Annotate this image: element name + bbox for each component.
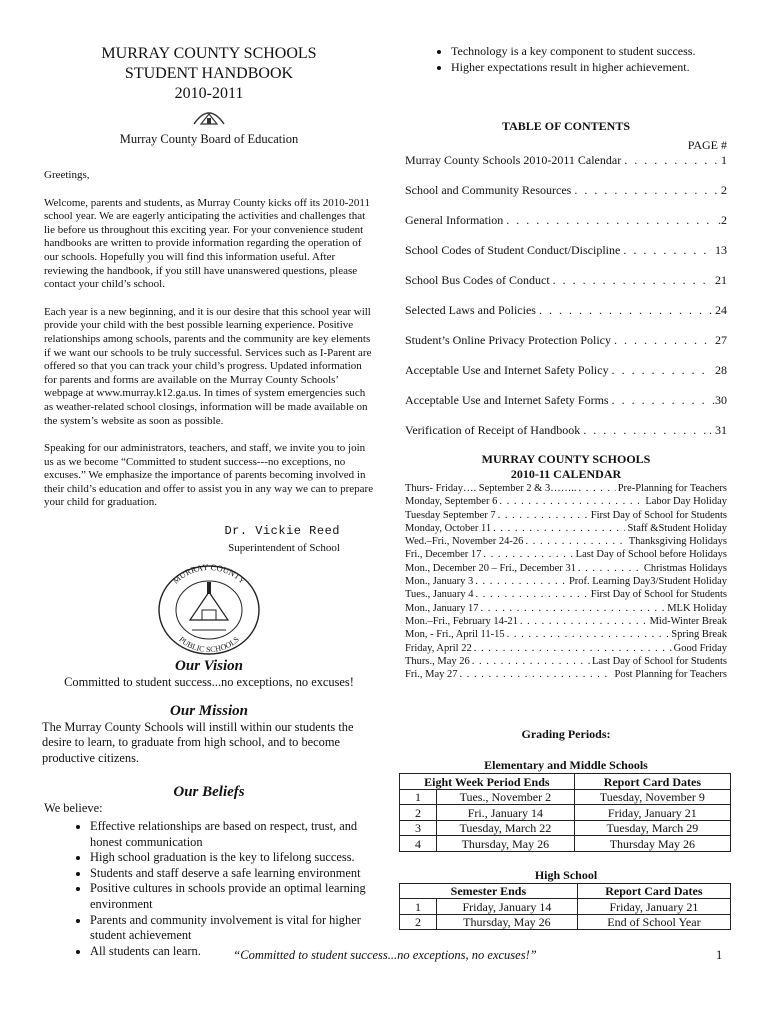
period-end: Tuesday, March 22 [437,820,575,836]
list-item: • Parents and community involvement is vital for higher student achievement [90,913,374,944]
calendar-date: Fri., December 17 [405,549,482,561]
beliefs-list [44,819,374,959]
toc-leader [612,393,709,408]
greeting: Greetings, [44,169,90,181]
period-number: 1 [400,789,437,805]
calendar-leader [578,482,615,495]
list-item: • Effective relationships are based on respect, trust, and honest communication [90,819,374,850]
mission-text: The Murray County Schools will instill within our students the desire to learn, to graduate from high school, and to become productive citizens. [42,719,354,765]
list-item: • Higher expectations result in higher achievement. [451,60,727,76]
toc-entry-label: Acceptable Use and Internet Safety Policy [405,363,609,377]
vision-text: Committed to student success...no exceptions, no excuses! [64,675,354,690]
report-date: Tuesday, March 29 [574,820,730,836]
page-number: 1 [716,948,723,962]
calendar-row [405,655,727,668]
toc-leader [612,363,712,378]
calendar-event: Post Planning for Teachers [614,669,727,681]
calendar-row [405,588,727,601]
toc-entry [405,183,727,198]
toc-entry-page: . 31 [709,423,727,437]
toc-title: TABLE OF CONTENTS [501,119,631,133]
school-seal-icon [154,560,264,656]
signature-name: Dr. Vickie Reed [224,524,340,539]
column-header: Eight Week Period Ends [400,774,575,790]
toc-leader [506,213,715,228]
calendar-event: Prof. Learning Day3/Student Holiday [568,576,727,588]
board-name: Murray County Board of Education [119,132,299,146]
table-row [400,820,731,836]
period-end: Fri., January 14 [437,805,575,821]
table-row [400,789,731,805]
table-header-row [400,883,731,899]
calendar-leader [507,628,670,641]
calendar-row [405,548,727,561]
table-of-contents [405,153,727,438]
calendar-leader [483,548,573,561]
left-column [44,44,374,959]
calendar-date: Mon., January 17 [405,602,479,614]
period-end: Thursday, May 26 [437,836,575,852]
calendar-date: Monday, September 6 [405,496,498,508]
calendar-date: Fri., May 27 [405,669,458,681]
list-item: • Technology is a key component to student success. [451,44,727,60]
report-date: Tuesday, November 9 [574,789,730,805]
toc-entry-page: .30 [712,393,727,407]
report-date: Thursday May 26 [574,836,730,852]
period-number: 3 [400,820,437,836]
calendar-event: Staff &Student Holiday [627,522,727,534]
calendar-event: Pre-Planning for Teachers [617,483,727,494]
toc-leader [553,273,712,288]
calendar-row [405,615,727,628]
toc-entry [405,423,727,438]
calendar-title [405,452,727,482]
toc-entry-page: 2 [721,183,727,197]
seal-text-bottom: PUBLIC SCHOOLS [177,634,241,655]
toc-entry-label: Student’s Online Privacy Protection Policy [405,333,611,347]
calendar-event: Thanksgiving Holidays [628,536,727,548]
calendar-event: Spring Break [671,629,727,641]
toc-leader [583,423,706,438]
toc-entry-label: School Bus Codes of Conduct [405,273,550,287]
toc-page-label: PAGE # [687,138,727,152]
calendar-event: Good Friday [673,642,727,654]
calendar-row [405,522,727,535]
period-number: 4 [400,836,437,852]
table-row [400,805,731,821]
vision-heading: Our Vision [175,658,243,675]
calendar-leader [498,509,589,522]
report-date: Friday, January 21 [574,805,730,821]
calendar-leader [472,655,590,668]
toc-entry [405,273,727,288]
calendar-event: First Day of School for Students [590,589,727,601]
table-row [400,914,731,930]
elementary-title: Elementary and Middle Schools [484,758,648,773]
calendar-date: Mon., December 20 – Fri., December 31 [405,562,576,574]
toc-entry [405,303,727,318]
calendar-leader [493,522,625,535]
calendar-title-line: MURRAY COUNTY SCHOOLS [481,452,651,466]
calendar-event: Last Day of School before Holidays [575,549,727,561]
right-column [405,44,727,930]
calendar-date: Thurs- Friday…. September 2 & 3…….. [405,483,577,494]
calendar-row [405,495,727,508]
grading-title: Grading Periods: [521,727,611,742]
toc-entry-page: 24 [715,303,727,317]
svg-text:PUBLIC SCHOOLS [177,635,241,654]
toc-entry [405,213,727,228]
toc-entry [405,243,727,258]
calendar-row [405,602,727,615]
title-line: STUDENT HANDBOOK [124,65,294,82]
calendar-date: Thurs., May 26 [405,655,470,667]
period-number: 2 [400,914,437,930]
period-end: Thursday, May 26 [437,914,578,930]
calendar-leader [525,535,626,548]
signature-block [44,524,374,554]
letter-paragraph: Speaking for our administrators, teachers, and staff, we invite you to join us as we become “Committed to student success---no exceptions, no excuses.” We emphasize the importance of parents becoming involved in their child’s education and offer to assist you in any way we can to prepare your child for graduation. [44,442,374,509]
report-date: End of School Year [577,914,730,930]
handbook-title [44,44,374,104]
calendar-date: Tuesday September 7 [405,509,496,521]
toc-entry-page: .2 [718,213,727,227]
signature-role: Superintendent of School [228,542,340,555]
toc-entry [405,393,727,408]
period-end: Tues., November 2 [437,789,575,805]
column-header: Semester Ends [400,883,578,899]
calendar-leader [460,668,613,681]
table-row [400,899,731,915]
beliefs-heading: Our Beliefs [173,784,245,801]
high-school-grading-table [399,883,731,931]
title-line: 2010-2011 [174,85,244,102]
calendar-row [405,642,727,655]
toc-entry-label: Murray County Schools 2010-2011 Calendar [405,153,622,167]
toc-leader [624,153,718,168]
calendar-date: Friday, April 22 [405,642,472,654]
letter-paragraph: Welcome, parents and students, as Murray County kicks off its 2010-2011 school year. We are eagerly anticipating the activities and challenges that lie before us throughout this exciting year. For your convenience student handbooks are written to provide information regarding the operation of our schools. Hopefully you will find this information useful. After reviewing the handbook, if you still have unanswered questions, please contact your child’s school. [44,196,371,291]
toc-leader [539,303,712,318]
calendar-date: Monday, October 11 [405,522,492,534]
seal-text-top: MURRAY COUNTY [170,562,248,586]
calendar-row [405,628,727,641]
beliefs-intro: We believe: [44,801,103,816]
letter-paragraph: Each year is a new beginning, and it is our desire that this school year will provide your child with the best possible learning experience. Positive relationships among schools, parents and the community are key elements if we want our schools to be truly successful. Services such as I-Parent are offered so that you can track your child’s progress. Updated information for parents and forms are available on the Murray County Schools’ webpage at www.murray.k12.ga.us. In times of system emergencies such as weather-related school closings, information will be made available on the system’s website as soon as possible. [44,305,372,427]
calendar-event: MLK Holiday [667,602,727,614]
list-item: • Positive cultures in schools provide an optimal learning environment [90,881,374,912]
toc-entry-page: 1 [721,153,727,167]
calendar-date: Wed.–Fri., November 24-26 [405,536,524,548]
calendar-leader [474,642,672,655]
calendar-event: Last Day of School for Students [591,655,727,667]
calendar-row [405,535,727,548]
calendar-row [405,562,727,575]
list-item: • Students and staff deserve a safe learning environment [90,866,374,882]
toc-entry-page: 28 [715,363,727,377]
calendar-row [405,668,727,681]
calendar-event: Labor Day Holiday [645,496,727,508]
toc-entry-label: Selected Laws and Policies [405,303,536,317]
calendar-date: Mon., January 3 [405,576,474,588]
calendar-row [405,575,727,588]
footer-motto: “Committed to student success...no exceptions, no excuses!” [233,948,537,962]
toc-entry [405,363,727,378]
calendar-event: Mid-Winter Break [649,615,727,627]
calendar-list [405,482,727,681]
toc-entry-label: General Information [405,213,504,227]
toc-entry-page: 13 [715,243,727,257]
calendar-event: Christmas Holidays [643,562,727,574]
period-number: 2 [400,805,437,821]
toc-entry [405,333,727,348]
report-date: Friday, January 21 [577,899,730,915]
toc-entry-label: Verification of Receipt of Handbook [405,423,581,437]
beliefs-continued-list [405,44,727,75]
toc-entry-label: Acceptable Use and Internet Safety Forms [405,393,609,407]
title-line: MURRAY COUNTY SCHOOLS [101,45,317,62]
toc-entry-page: 27 [715,333,727,347]
toc-entry-label: School Codes of Student Conduct/Discipline [405,243,621,257]
toc-entry-label: School and Community Resources [405,183,572,197]
toc-leader [614,333,712,348]
calendar-leader [520,615,648,628]
toc-entry-page: 21 [715,273,727,287]
calendar-title-line: 2010-11 CALENDAR [510,467,622,481]
calendar-event: First Day of School for Students [590,509,727,521]
toc-leader [623,243,712,258]
high-school-title: High School [534,867,598,882]
elementary-grading-table [399,773,731,852]
table-header-row [400,774,731,790]
calendar-date: Mon, - Fri., April 11-15 [405,629,505,641]
calendar-leader [475,575,567,588]
period-end: Friday, January 14 [437,899,578,915]
mission-heading: Our Mission [170,702,248,719]
list-item: • All students can learn. [90,944,374,960]
calendar-leader [475,588,588,601]
calendar-row [405,482,727,495]
column-header: Report Card Dates [574,774,730,790]
calendar-leader [499,495,643,508]
calendar-leader [578,562,642,575]
calendar-date: Mon.–Fri., February 14-21 [405,615,518,627]
table-row [400,836,731,852]
schoolhouse-icon [192,106,226,126]
toc-entry [405,153,727,168]
calendar-row [405,509,727,522]
column-header: Report Card Dates [577,883,730,899]
calendar-leader [481,602,666,615]
list-item: • High school graduation is the key to lifelong success. [90,850,374,866]
calendar-date: Tues., January 4 [405,589,474,601]
toc-leader [574,183,718,198]
period-number: 1 [400,899,437,915]
